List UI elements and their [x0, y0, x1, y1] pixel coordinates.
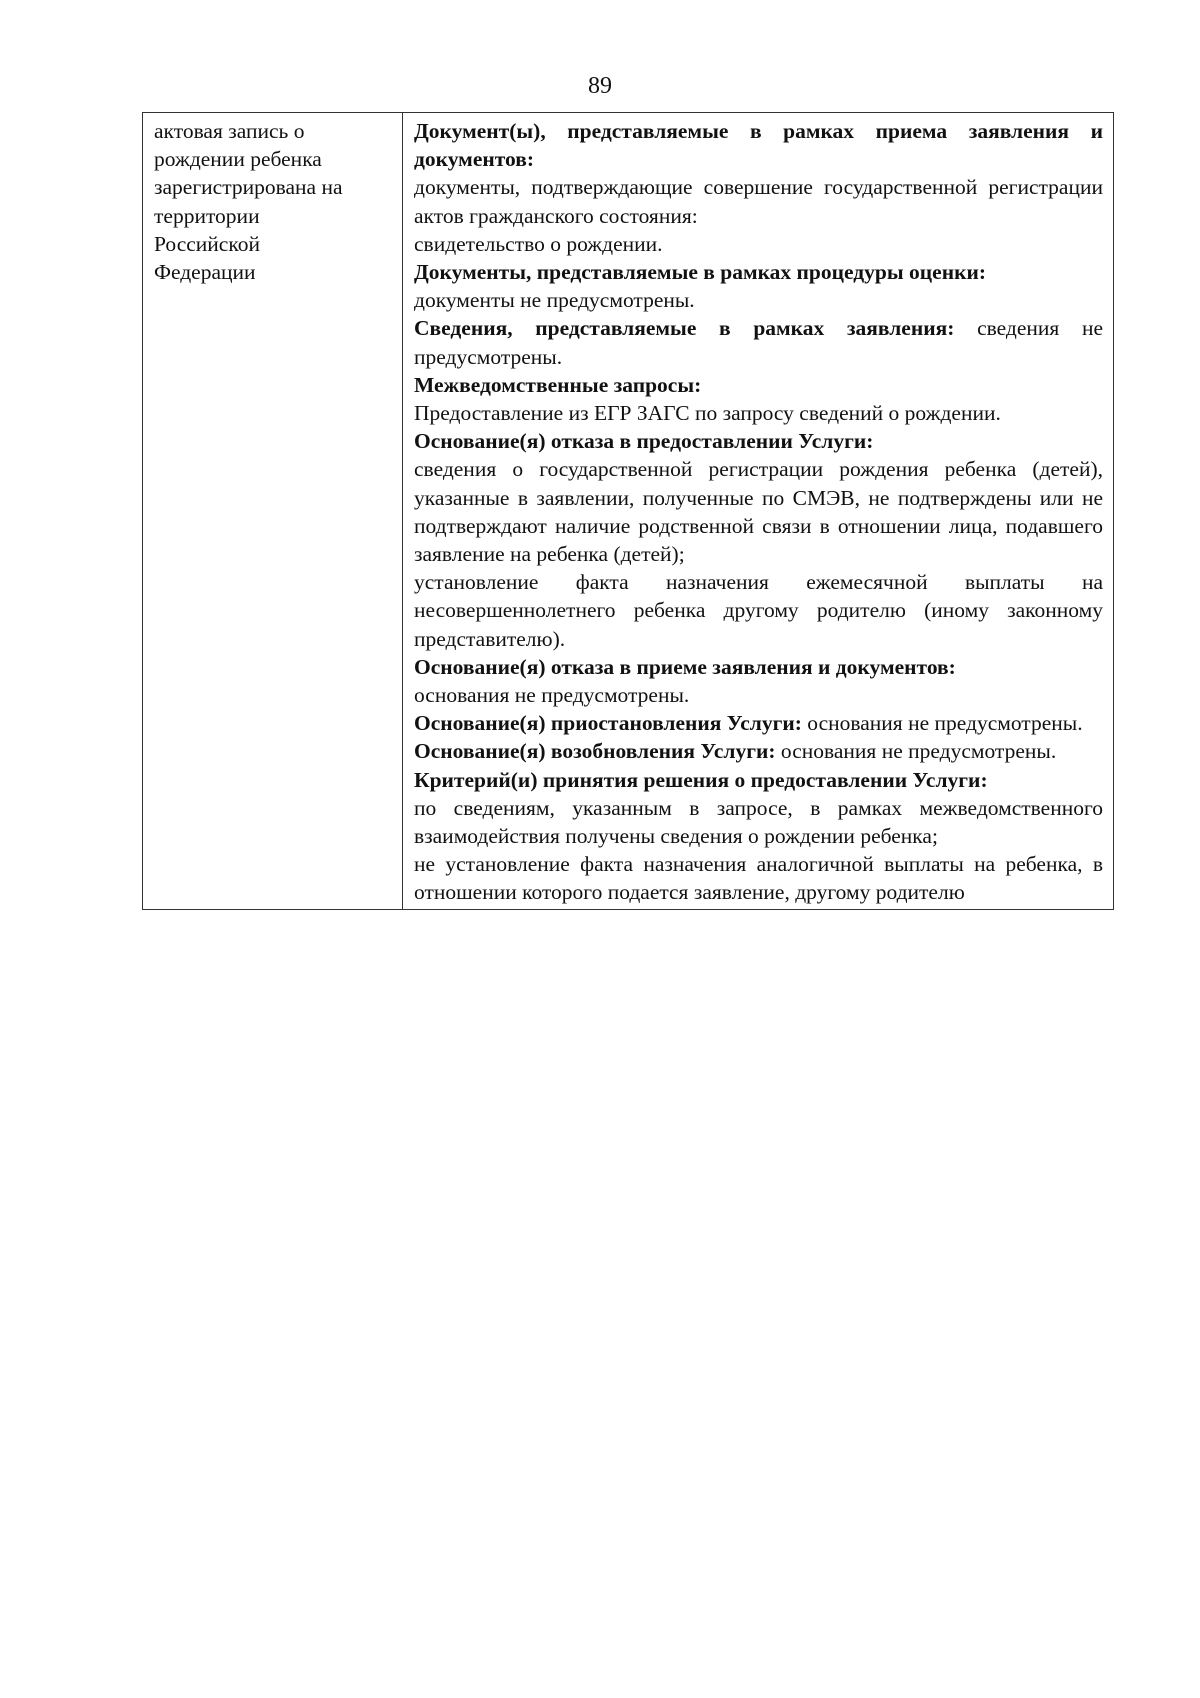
- refusal-heading: Основание(я) отказа в предоставлении Услуги:: [414, 429, 874, 454]
- variant-details-cell: [403, 113, 1114, 910]
- suspension-heading: Основание(я) приостановления Услуги:: [414, 711, 802, 736]
- refusal-item: сведения о государственной регистрации рождения ребенка (детей), указанные в заявлении, полученные по СМЭВ, не подтверждены или не подтверждают наличие родственной связи в отношении лица, подавшего заявление на ребенка (детей);: [414, 457, 1103, 567]
- documents-paragraph: [414, 117, 1103, 173]
- refusal-paragraph: [414, 427, 1103, 455]
- condition-line: территории: [154, 203, 260, 228]
- variant-condition-cell: [143, 113, 403, 910]
- reception-refusal-paragraph: [414, 653, 1103, 681]
- requests-paragraph: [414, 371, 1103, 399]
- info-heading: Сведения, представляемые в рамках заявления:: [414, 316, 955, 341]
- condition-line: Федерации: [154, 260, 256, 285]
- resumption-heading: Основание(я) возобновления Услуги:: [414, 739, 776, 764]
- criteria-item: по сведениям, указанным в запросе, в рамках межведомственного взаимодействия получены сведения о рождении ребенка;: [414, 795, 1103, 849]
- refusal-item: установление факта назначения ежемесячной выплаты на несовершеннолетнего ребенка другому родителю (иному законному представителю).: [414, 570, 1103, 651]
- suspension-paragraph: [414, 709, 1103, 737]
- resumption-paragraph: [414, 737, 1103, 765]
- resumption-text: основания не предусмотрены.: [780, 739, 1057, 764]
- condition-line: актовая запись о: [154, 119, 305, 143]
- criteria-item: не установление факта назначения аналогичной выплаты на ребенка, в отношении которого подается заявление, другому родителю: [414, 852, 1103, 905]
- documents-text: документы, подтверждающие совершение государственной регистрации актов гражданского состояния:: [414, 175, 1103, 228]
- condition-line: Российской: [154, 231, 260, 256]
- info-paragraph: [414, 314, 1103, 370]
- suspension-text: основания не предусмотрены.: [807, 711, 1083, 736]
- page-number: 89: [588, 73, 612, 99]
- requests-text: Предоставление из ЕГР ЗАГС по запросу сведений о рождении.: [414, 401, 1001, 426]
- reception-refusal-text: основания не предусмотрены.: [414, 683, 690, 708]
- evaluation-heading: Документы, представляемые в рамках процедуры оценки:: [414, 260, 987, 285]
- reception-refusal-heading: Основание(я) отказа в приеме заявления и документов:: [414, 654, 956, 679]
- info-text: сведения не предусмотрены.: [414, 316, 1104, 369]
- evaluation-paragraph: [414, 258, 1103, 286]
- service-variant-table: [142, 112, 1114, 910]
- criteria-heading: Критерий(и) принятия решения о предоставлении Услуги:: [414, 767, 988, 792]
- documents-item: свидетельство о рождении.: [414, 231, 663, 256]
- evaluation-text: документы не предусмотрены.: [414, 288, 695, 313]
- condition-line: зарегистрирована на: [154, 175, 343, 200]
- requests-heading: Межведомственные запросы:: [414, 372, 702, 397]
- condition-line: рождении ребенка: [154, 147, 322, 172]
- table-row: [143, 113, 1114, 910]
- criteria-paragraph: [414, 766, 1103, 794]
- documents-heading: Документ(ы), представляемые в рамках приема заявления и документов:: [414, 119, 1103, 172]
